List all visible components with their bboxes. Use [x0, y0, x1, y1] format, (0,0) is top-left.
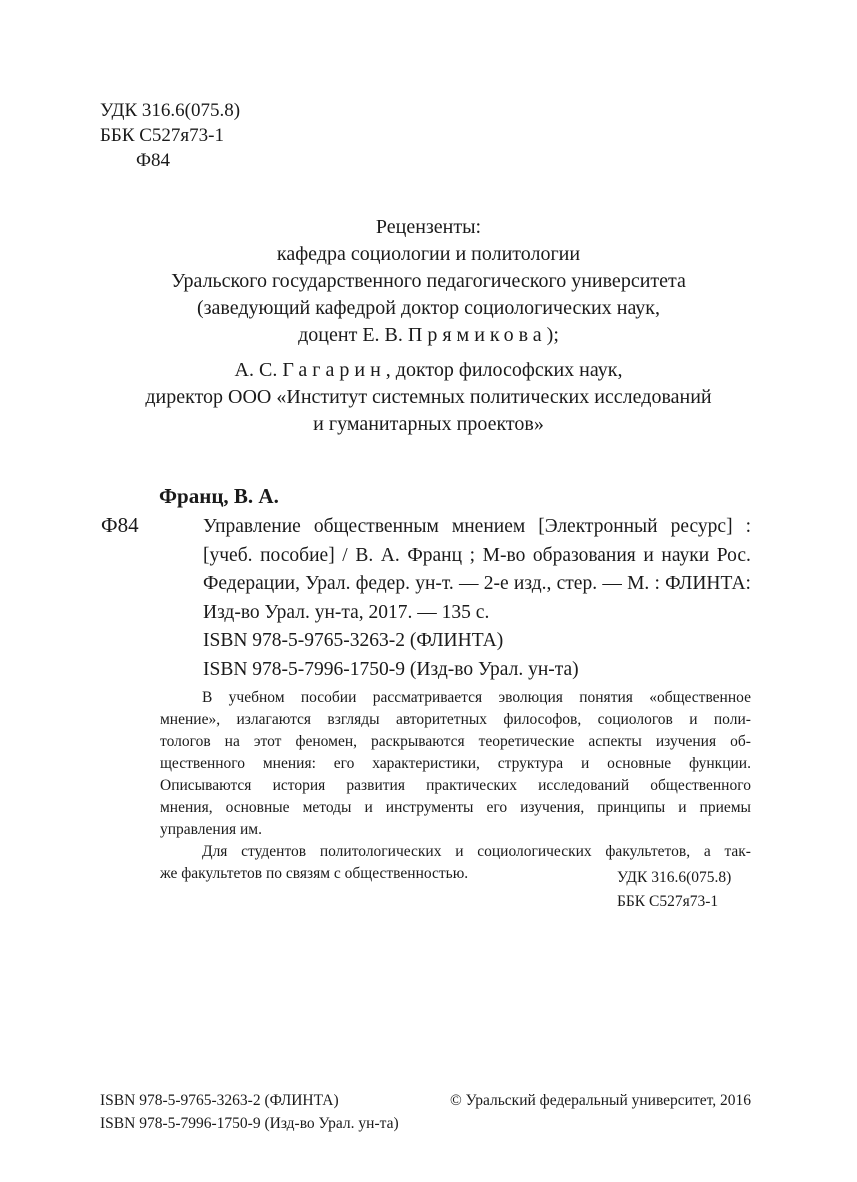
reviewer-2-initials: А. С.	[234, 359, 283, 381]
catalog-card	[203, 513, 751, 684]
word: стер.	[556, 573, 598, 594]
word: излагаются	[236, 711, 312, 728]
card-line	[203, 513, 751, 542]
word: изд.,	[513, 573, 552, 594]
cutter-code: Ф84	[136, 150, 171, 171]
word: Управление	[203, 516, 301, 537]
word: социологов	[597, 711, 673, 728]
copyright-notice: © Уральский федеральный университет, 2016	[449, 1092, 751, 1109]
word: исследований	[538, 777, 630, 794]
word: основные	[225, 799, 290, 816]
word: образования	[532, 544, 636, 566]
word: Франц	[407, 544, 463, 566]
word: мнения:	[262, 755, 316, 772]
word: методы	[302, 799, 352, 816]
word: поли-	[713, 711, 751, 728]
reviewer-1-suffix: );	[546, 324, 559, 346]
reviewers-block	[60, 214, 797, 438]
word: взгляды	[327, 711, 380, 728]
reviewer-2-line	[60, 357, 797, 384]
word: учебном	[228, 689, 285, 706]
word: пособии	[300, 689, 357, 706]
annotation	[160, 687, 751, 885]
word: и	[689, 711, 698, 728]
word: так-	[724, 843, 751, 860]
reviewer-1-line: (заведующий кафедрой доктор социологических наук,	[196, 297, 661, 319]
word: изучения,	[520, 799, 585, 816]
word: и	[364, 799, 373, 816]
word: и	[455, 843, 464, 860]
reviewer-1-name: Прямикова	[407, 324, 547, 346]
word: философов,	[503, 711, 582, 728]
word: тологов	[160, 733, 211, 750]
word: раскрываются	[371, 733, 465, 750]
word: развития	[346, 777, 405, 794]
word: :	[654, 573, 660, 594]
word: 2-е	[483, 573, 509, 594]
reviewer-2-line: директор ООО «Институт системных политических исследований	[145, 386, 712, 408]
word: —	[602, 573, 622, 594]
footer-isbn: ISBN 978-5-9765-3263-2 (ФЛИНТА)	[100, 1092, 339, 1109]
word: и	[643, 544, 654, 566]
word: эволюция	[498, 689, 563, 706]
word: —	[459, 573, 479, 594]
word: М.	[627, 573, 650, 594]
bbk-code: ББК С527я73-1	[100, 125, 224, 146]
annotation-line	[160, 753, 751, 775]
word: и	[678, 799, 687, 816]
word: принципы	[597, 799, 666, 816]
annotation-line	[160, 687, 751, 709]
word: М-во	[482, 544, 526, 566]
word: феномен,	[295, 733, 357, 750]
word: инструменты	[385, 799, 474, 816]
word: этот	[253, 733, 282, 750]
word: общественным	[313, 516, 439, 537]
word: ресурс]	[670, 516, 733, 537]
annotation-line	[160, 775, 751, 797]
word: Описываются	[160, 777, 252, 794]
card-isbn: ISBN 978-5-7996-1750-9 (Изд-во Урал. ун-та)	[203, 658, 579, 680]
annotation-line	[160, 709, 751, 731]
word: [Электронный	[538, 516, 658, 537]
word: характеристики,	[372, 755, 480, 772]
annotation-line: же факультетов по связям с общественностью.	[160, 865, 469, 882]
word: структура	[497, 755, 564, 772]
word: об-	[730, 733, 751, 750]
reviewer-1-line: кафедра социологии и политологии	[276, 243, 581, 265]
word: федер.	[355, 573, 410, 594]
reviewer-1-line: Уральского государственного педагогического университета	[171, 270, 686, 292]
word: [учеб.	[203, 544, 253, 566]
reviewer-1-line	[60, 322, 797, 349]
annotation-line: управления им.	[160, 821, 262, 838]
word: пособие]	[260, 544, 335, 566]
word: ун-т.	[415, 573, 454, 594]
reviewer-2-line: и гуманитарных проектов»	[313, 413, 544, 435]
word: Федерации,	[203, 573, 300, 594]
word: социологических	[477, 843, 592, 860]
word: «общественное	[649, 689, 751, 706]
word: :	[745, 516, 751, 537]
word: аспекты	[588, 733, 642, 750]
word: ФЛИНТА:	[665, 573, 751, 594]
bbk-code: ББК С527я73-1	[617, 893, 719, 910]
card-isbn: ISBN 978-5-9765-3263-2 (ФЛИНТА)	[203, 630, 504, 651]
word: на	[224, 733, 240, 750]
word: мнение»,	[160, 711, 221, 728]
word: ;	[469, 544, 476, 566]
annotation-line	[160, 731, 751, 753]
word: история	[272, 777, 326, 794]
card-line	[203, 542, 751, 571]
word: Рос.	[716, 544, 751, 566]
udk-code: УДК 316.6(075.8)	[617, 869, 732, 886]
card-author: Франц, В. А.	[159, 484, 279, 508]
reviewer-2-title: , доктор философских наук,	[385, 359, 623, 381]
word: функции.	[688, 755, 751, 772]
annotation-line	[160, 841, 751, 863]
reviewer-2-name: Гагарин	[282, 359, 386, 381]
card-line: Изд-во Урал. ун-та, 2017. — 135 с.	[203, 601, 490, 623]
reviewer-1-title: доцент Е. В.	[298, 324, 408, 346]
word: науки	[661, 544, 710, 566]
annotation-line	[160, 797, 751, 819]
reviewers-heading: Рецензенты:	[375, 216, 482, 238]
word: а	[703, 843, 711, 860]
word: практических	[426, 777, 517, 794]
word: его	[333, 755, 355, 772]
word: В	[202, 689, 213, 706]
footer-isbn: ISBN 978-5-7996-1750-9 (Изд-во Урал. ун-та)	[100, 1115, 399, 1132]
word: изучения	[655, 733, 717, 750]
card-cutter: Ф84	[101, 513, 139, 537]
word: теоретические	[478, 733, 575, 750]
word: и	[581, 755, 590, 772]
word: понятия	[579, 689, 633, 706]
word: Для	[202, 843, 228, 860]
word: рассматривается	[372, 689, 483, 706]
card-line	[203, 570, 751, 599]
word: /	[342, 544, 348, 566]
word: мнения,	[160, 799, 213, 816]
annotation-codes	[617, 866, 731, 914]
footer-isbn-block	[100, 1089, 399, 1135]
word: приемы	[699, 799, 751, 816]
word: общественного	[650, 777, 751, 794]
word: А.	[380, 544, 400, 566]
word: студентов	[241, 843, 307, 860]
udk-code: УДК 316.6(075.8)	[100, 100, 241, 121]
word: факультетов,	[605, 843, 691, 860]
word: основные	[607, 755, 672, 772]
word: его	[486, 799, 508, 816]
word: щественного	[160, 755, 246, 772]
word: В.	[355, 544, 374, 566]
word: Урал.	[305, 573, 351, 594]
word: авторитетных	[395, 711, 488, 728]
word: политологических	[319, 843, 442, 860]
classification-codes	[100, 98, 240, 173]
word: мнением	[451, 516, 526, 537]
